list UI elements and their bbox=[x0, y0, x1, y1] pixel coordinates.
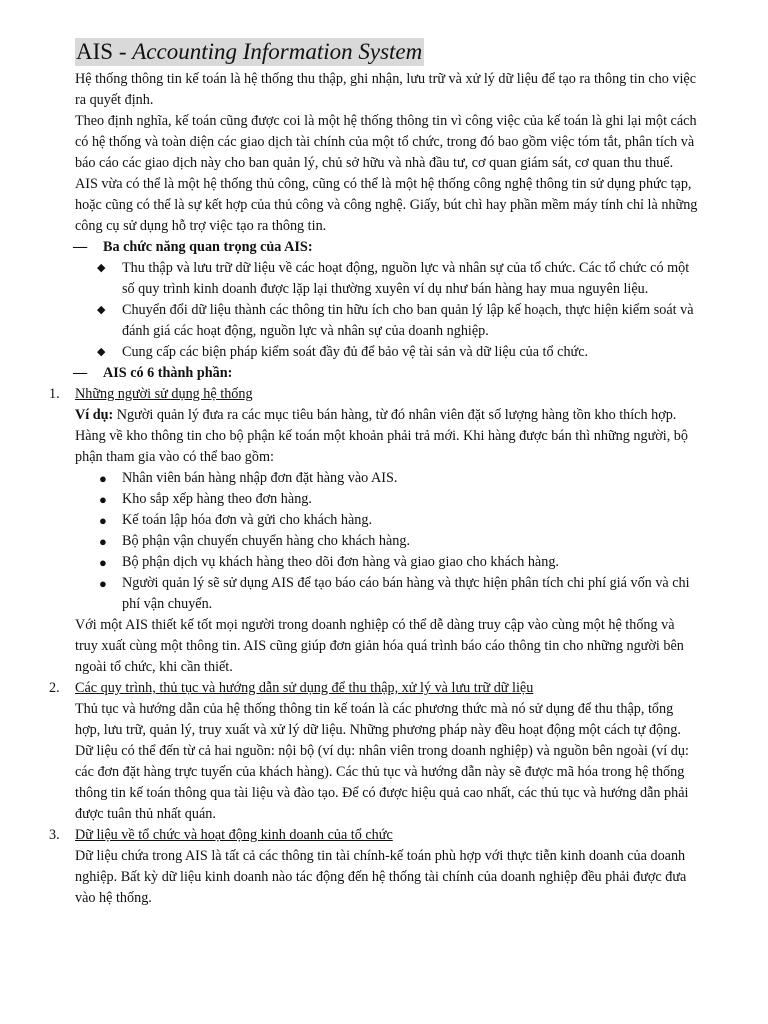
diamond-bullet-icon: ◆ bbox=[97, 304, 106, 316]
dot-bullet-icon: ● bbox=[99, 513, 107, 528]
list-item bbox=[75, 468, 698, 489]
components-heading bbox=[73, 363, 698, 384]
dot-bullet-icon: ● bbox=[99, 471, 107, 486]
diamond-bullet-icon: ◆ bbox=[97, 262, 106, 274]
dot-bullet-icon: ● bbox=[99, 492, 107, 507]
example-label: Ví dụ: bbox=[75, 407, 114, 423]
section-number: 3. bbox=[49, 827, 60, 843]
page-title bbox=[75, 38, 424, 66]
component-section-1 bbox=[49, 384, 698, 405]
functions-list bbox=[75, 258, 698, 363]
list-item-text: Nhân viên bán hàng nhập đơn đặt hàng vào AIS. bbox=[122, 470, 398, 486]
component-section-2 bbox=[49, 678, 698, 699]
list-item-text: Chuyển đổi dữ liệu thành các thông tin hữu ích cho ban quản lý lập kế hoạch, thực hiện kiểm soát và đánh giá các hoạt động, nguồn lực và nhân sự của doanh nghiệp. bbox=[122, 302, 694, 339]
list-item-text: Thu thập và lưu trữ dữ liệu về các hoạt động, nguồn lực và nhân sự của tổ chức. Các tổ chức có một số quy trình kinh doanh được lặp lại thường xuyên ví dụ như bán hàng hay mua nguyên liệu. bbox=[122, 260, 690, 297]
section-1-example bbox=[75, 405, 698, 468]
list-item bbox=[75, 552, 698, 573]
diamond-bullet-icon: ◆ bbox=[97, 346, 106, 358]
functions-heading-text: Ba chức năng quan trọng của AIS: bbox=[103, 239, 313, 255]
section-1-closing: Với một AIS thiết kế tốt mọi người trong doanh nghiệp có thể dễ dàng truy cập vào cùng một hệ thống và truy xuất cùng một thông tin. AIS cũng giúp đơn giản hóa quá trình báo cáo thông tin cho những người bên ngoài tổ chức, khi cần thiết. bbox=[75, 617, 684, 675]
dash-marker: — bbox=[73, 365, 88, 381]
section-2-body: Thủ tục và hướng dẫn của hệ thống thông tin kế toán là các phương thức mà nó sử dụng để thu thập, tổng hợp, lưu trữ, quản lý, truy xuất và xử lý dữ liệu. Những phương pháp này đều hoạt động một cách tự động. Dữ liệu có thể đến từ cả hai nguồn: nội bộ (ví dụ: nhân viên trong doanh nghiệp) và nguồn bên ngoài (ví dụ: các đơn đặt hàng trực tuyến của khách hàng). Các thủ tục và hướng dẫn này sẽ được mã hóa trong hệ thống thông tin kế toán thông qua tài liệu và đào tạo. Để có được hiệu quả cao nhất, các thủ tục và hướng dẫn phải được tuân thủ nhất quán. bbox=[75, 701, 689, 822]
title-full: Accounting Information System bbox=[132, 39, 423, 64]
intro-paragraph-3: AIS vừa có thể là một hệ thống thủ công, cũng có thể là một hệ thống công nghệ thông tin sử dụng phức tạp, hoặc cũng có thể là sự kết hợp của thủ công và công nghệ. Giấy, bút chì hay phần mềm máy tính chỉ là những công cụ sử dụng hỗ trợ việc tạo ra thông tin. bbox=[75, 176, 698, 234]
example-text: Người quản lý đưa ra các mục tiêu bán hàng, từ đó nhân viên đặt số lượng hàng tồn kho thích hợp. Hàng về kho thông tin cho bộ phận kế toán một khoản phải trả mới. Khi hàng được bán thì những người, bộ phận tham gia vào có thể bao gồm: bbox=[75, 407, 688, 465]
section-3-body: Dữ liệu chứa trong AIS là tất cả các thông tin tài chính-kế toán phù hợp với thực tiễn kinh doanh của doanh nghiệp. Bất kỳ dữ liệu kinh doanh nào tác động đến hệ thống tài chính của doanh nghiệp đều phải được đưa vào hệ thống. bbox=[75, 848, 687, 906]
list-item bbox=[75, 258, 698, 300]
list-item-text: Bộ phận vận chuyển chuyển hàng cho khách hàng. bbox=[122, 533, 410, 549]
section-number: 2. bbox=[49, 680, 60, 696]
section-title: Các quy trình, thủ tục và hướng dẫn sử dụng để thu thập, xử lý và lưu trữ dữ liệu bbox=[75, 680, 534, 696]
list-item bbox=[75, 489, 698, 510]
dot-bullet-icon: ● bbox=[99, 576, 107, 591]
title-separator: - bbox=[113, 39, 133, 64]
component-section-3 bbox=[49, 825, 698, 846]
list-item-text: Kế toán lập hóa đơn và gửi cho khách hàng. bbox=[122, 512, 372, 528]
list-item bbox=[75, 300, 698, 342]
intro-paragraph-1: Hệ thống thông tin kế toán là hệ thống thu thập, ghi nhận, lưu trữ và xử lý dữ liệu để tạo ra thông tin cho việc ra quyết định. bbox=[75, 71, 696, 108]
section-1-bullets bbox=[75, 468, 698, 615]
list-item bbox=[75, 531, 698, 552]
list-item-text: Bộ phận dịch vụ khách hàng theo dõi đơn hàng và giao giao cho khách hàng. bbox=[122, 554, 559, 570]
intro-paragraph-2: Theo định nghĩa, kế toán cũng được coi là một hệ thống thông tin vì công việc của kế toán là ghi lại một cách có hệ thống và toàn diện các giao dịch tài chính của một tổ chức, trong đó bao gồm việc tóm tắt, phân tích và báo cáo các giao dịch này cho ban quản lý, chủ sở hữu và nhà đầu tư, cơ quan giám sát, cơ quan thu thuế. bbox=[75, 113, 697, 171]
list-item bbox=[75, 573, 698, 615]
section-number: 1. bbox=[49, 386, 60, 402]
section-title: Những người sử dụng hệ thống bbox=[75, 386, 253, 402]
list-item bbox=[75, 342, 698, 363]
functions-heading bbox=[73, 237, 698, 258]
section-title: Dữ liệu về tổ chức và hoạt động kinh doanh của tổ chức bbox=[75, 827, 393, 843]
list-item bbox=[75, 510, 698, 531]
list-item-text: Cung cấp các biện pháp kiểm soát đầy đủ để bảo vệ tài sản và dữ liệu của tổ chức. bbox=[122, 344, 589, 360]
title-abbr: AIS bbox=[76, 39, 114, 64]
list-item-text: Kho sắp xếp hàng theo đơn hàng. bbox=[122, 491, 312, 507]
components-heading-text: AIS có 6 thành phần: bbox=[103, 365, 233, 381]
dash-marker: — bbox=[73, 239, 88, 255]
dot-bullet-icon: ● bbox=[99, 555, 107, 570]
dot-bullet-icon: ● bbox=[99, 534, 107, 549]
list-item-text: Người quản lý sẽ sử dụng AIS để tạo báo cáo bán hàng và thực hiện phân tích chi phí giá vốn và chi phí vận chuyển. bbox=[122, 575, 690, 612]
